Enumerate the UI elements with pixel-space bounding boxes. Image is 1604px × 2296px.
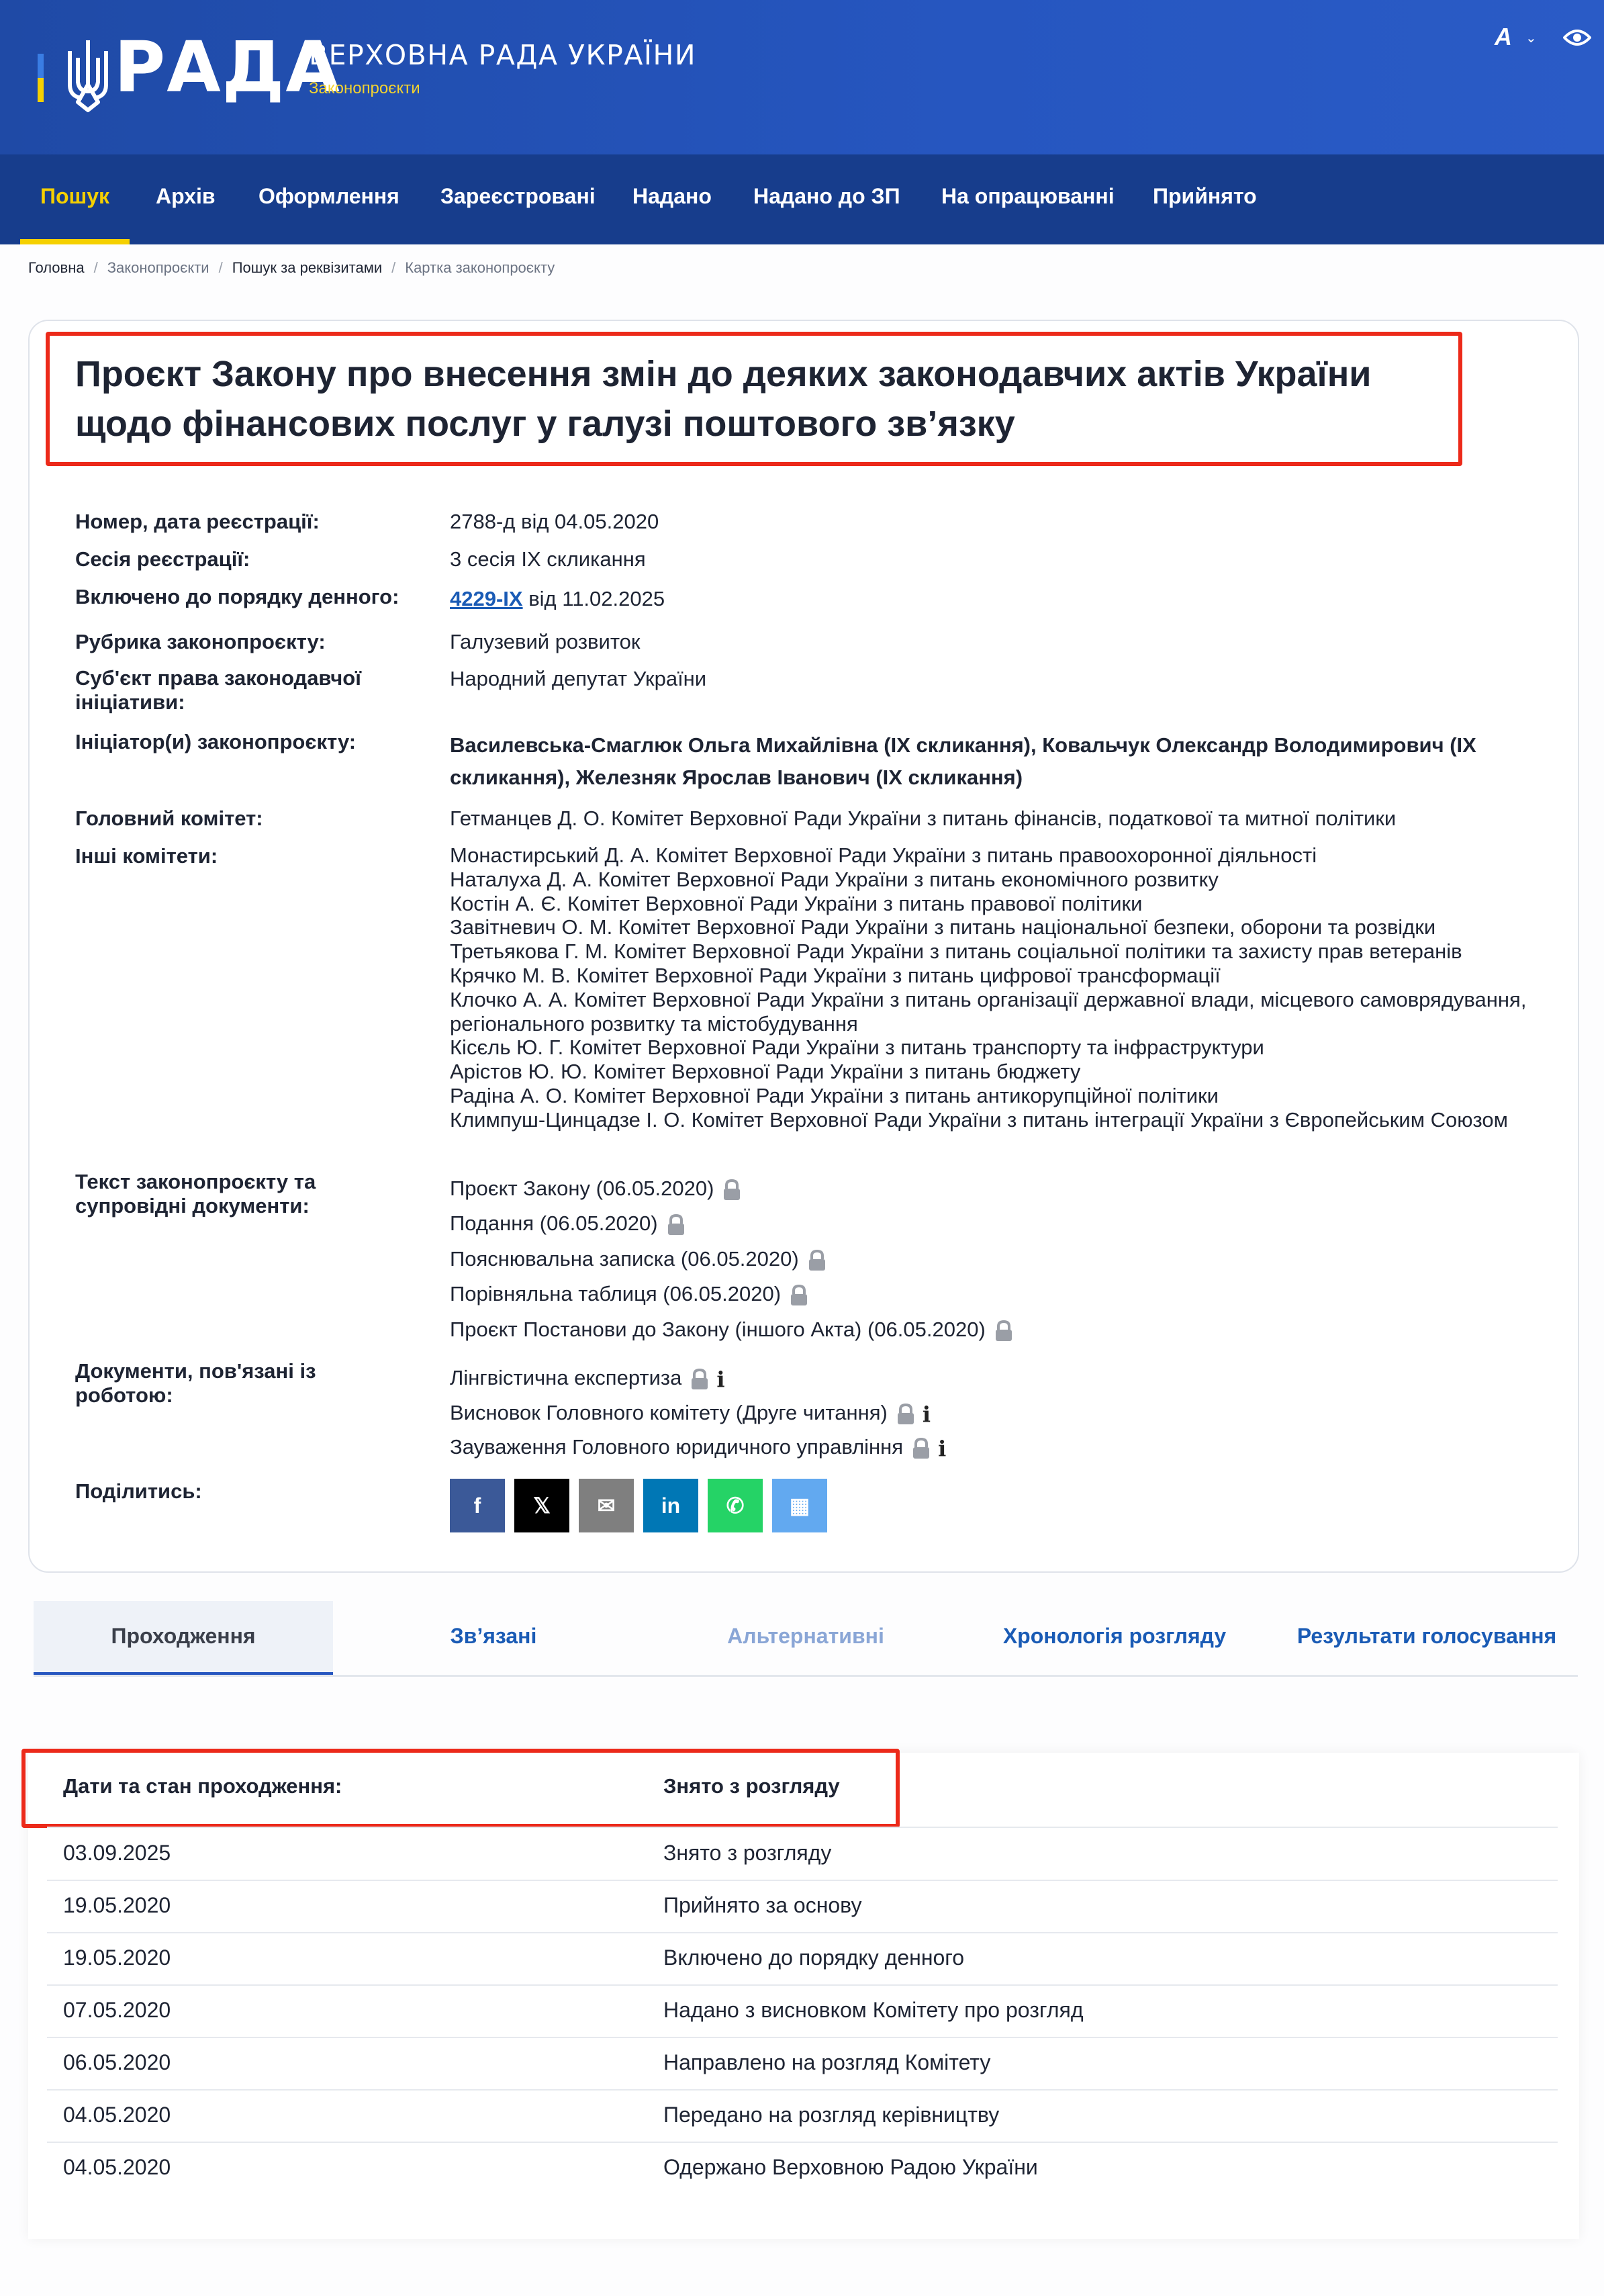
reg-value: 2788-д від 04.05.2020 [450, 510, 659, 533]
nav-item-drafting[interactable]: Оформлення [258, 184, 399, 208]
history-divider [47, 1932, 1558, 1933]
info-icon[interactable]: i [938, 1435, 947, 1461]
initiators-value: Василевська-Смаглюк Ольга Михайлівна (IX скликання), Ковальчук Олександр Володимирович (IX скликання), Железняк Ярослав Іванович (IX скликання) [450, 733, 1476, 789]
whatsapp-icon[interactable]: ✆ [708, 1479, 763, 1532]
history-date: 19.05.2020 [63, 1945, 171, 1970]
breadcrumb-current: Картка законопроєкту [405, 259, 555, 276]
nav-item-provided[interactable]: Надано [632, 184, 712, 208]
committee-item: Клочко А. А. Комітет Верховної Ради України з питань організації державної влади, місцевого самоврядування, регіонального розвитку та містобудування [450, 987, 1527, 1036]
ukraine-flag-stripe [38, 54, 44, 102]
lock-icon [896, 1403, 916, 1426]
main-nav [0, 154, 1604, 244]
nav-item-adopted[interactable]: Прийнято [1153, 184, 1257, 208]
history-status: Прийнято за основу [663, 1893, 862, 1917]
trident-emblem-icon [64, 38, 111, 113]
related-doc-item[interactable]: Зауваження Головного юридичного управління i [450, 1435, 947, 1461]
history-status: Передано на розгляд керівництву [663, 2103, 1000, 2127]
share-label: Поділитись: [75, 1479, 202, 1503]
history-status: Знято з розгляду [663, 1841, 832, 1865]
doc-item[interactable]: Подання (06.05.2020) [450, 1210, 686, 1237]
main-committee-label: Головний комітет: [75, 807, 263, 830]
lock-icon [789, 1284, 809, 1307]
agenda-value: 4229-IX від 11.02.2025 [450, 587, 665, 610]
lock-icon [911, 1437, 931, 1460]
doc-item[interactable]: Проєкт Постанови до Закону (іншого Акта) (06.05.2020) [450, 1316, 1014, 1343]
font-size-button[interactable]: A [1495, 23, 1512, 50]
history-header-status: Знято з розгляду [663, 1774, 840, 1798]
related-doc-item[interactable]: Лінгвістична експертиза i [450, 1366, 725, 1392]
tab-related[interactable]: Зв’язані [450, 1624, 537, 1648]
history-date: 06.05.2020 [63, 2050, 171, 2074]
breadcrumb-search[interactable]: Пошук за реквізитами [232, 259, 383, 276]
history-status: Включено до порядку денного [663, 1945, 965, 1970]
nav-item-registered[interactable]: Зареєстровані [440, 184, 596, 208]
x-icon[interactable]: 𝕏 [514, 1479, 569, 1532]
history-status: Направлено на розгляд Комітету [663, 2050, 991, 2074]
site-subtitle[interactable]: Законопроєкти [309, 79, 420, 97]
facebook-icon[interactable]: f [450, 1479, 505, 1532]
related-doc-item[interactable]: Висновок Головного комітету (Друге читання) i [450, 1401, 931, 1427]
committee-item: Наталуха Д. А. Комітет Верховної Ради України з питань економічного розвитку [450, 867, 1219, 891]
committee-item: Третьякова Г. М. Комітет Верховної Ради України з питань соціальної політики та захисту прав ветеранів [450, 939, 1462, 964]
subject-value: Народний депутат України [450, 667, 707, 690]
history-date: 04.05.2020 [63, 2155, 171, 2179]
committee-item: Монастирський Д. А. Комітет Верховної Ради України з питань правоохоронної діяльності [450, 843, 1317, 867]
email-icon[interactable]: ✉ [579, 1479, 634, 1532]
other-committees-label: Інші комітети: [75, 844, 218, 868]
lock-icon [807, 1249, 827, 1272]
other-committees-list [450, 843, 1538, 1132]
tab-voting-results[interactable]: Результати голосування [1296, 1624, 1557, 1648]
tabs-divider [34, 1675, 1578, 1677]
chevron-down-icon[interactable]: ⌄ [1525, 31, 1537, 46]
history-date: 04.05.2020 [63, 2103, 171, 2127]
history-date: 07.05.2020 [63, 1998, 171, 2022]
eye-icon[interactable] [1563, 28, 1591, 47]
linkedin-icon[interactable]: in [643, 1479, 698, 1532]
history-divider [47, 2037, 1558, 2038]
history-status: Одержано Верховною Радою України [663, 2155, 1038, 2179]
site-header [0, 0, 1604, 154]
initiators-label: Ініціатор(и) законопроєкту: [75, 730, 357, 753]
site-title[interactable]: ВЕРХОВНА РАДА УКРАЇНИ [309, 39, 696, 71]
history-divider [47, 1827, 1558, 1828]
breadcrumb: Головна / Законопроєкти / Пошук за реквізитами / Картка законопроєкту [28, 259, 555, 276]
qr-code-icon[interactable]: ▦ [772, 1479, 827, 1532]
committee-item: Костін А. Є. Комітет Верховної Ради України з питань правової політики [450, 891, 1143, 915]
bill-title: Проєкт Закону про внесення змін до деяких законодавчих актів України щодо фінансових послуг у галузі поштового зв’язку [75, 354, 1372, 444]
history-divider [47, 2142, 1558, 2143]
history-date: 03.09.2025 [63, 1841, 171, 1865]
history-divider [47, 1984, 1558, 1986]
docs-label: Текст законопроєкту та супровідні документи: [75, 1170, 316, 1218]
nav-item-archive[interactable]: Архів [156, 184, 216, 208]
main-committee-value: Гетманцев Д. О. Комітет Верховної Ради України з питань фінансів, податкової та митної політики [450, 807, 1397, 830]
related-docs-label: Документи, пов'язані із роботою: [75, 1359, 316, 1407]
rubric-value: Галузевий розвиток [450, 630, 641, 653]
committee-item: Кісєль Ю. Г. Комітет Верховної Ради України з питань транспорту та інфраструктури [450, 1036, 1264, 1060]
doc-item[interactable]: Проєкт Закону (06.05.2020) [450, 1175, 742, 1202]
nav-item-search[interactable]: Пошук [20, 154, 130, 244]
session-label: Сесія реєстрації: [75, 547, 250, 571]
doc-item[interactable]: Пояснювальна записка (06.05.2020) [450, 1246, 827, 1273]
committee-item: Завітневич О. М. Комітет Верховної Ради України з питань національної безпеки, оборони та розвідки [450, 915, 1436, 939]
doc-item[interactable]: Порівняльна таблиця (06.05.2020) [450, 1281, 809, 1307]
logo-text[interactable]: РАДА [114, 26, 341, 108]
lock-icon [690, 1368, 710, 1391]
committee-item: Климпуш-Цинцадзе І. О. Комітет Верховної Ради України з питань інтеграції України з Європейським Союзом [450, 1107, 1508, 1132]
lock-icon [994, 1320, 1014, 1342]
subject-label: Суб'єкт права законодавчої ініціативи: [75, 666, 361, 714]
agenda-link[interactable]: 4229-IX [450, 587, 523, 610]
nav-item-in-progress[interactable]: На опрацюванні [941, 184, 1115, 208]
rubric-label: Рубрика законопроєкту: [75, 630, 326, 653]
history-divider [47, 2089, 1558, 2091]
tab-passage[interactable]: Проходження [34, 1601, 333, 1676]
reg-label: Номер, дата реєстрації: [75, 510, 320, 533]
nav-item-provided-zp[interactable]: Надано до ЗП [753, 184, 900, 208]
breadcrumb-home[interactable]: Головна [28, 259, 85, 276]
history-header-label: Дати та стан проходження: [63, 1774, 342, 1798]
session-value: 3 сесія IX скликання [450, 547, 646, 571]
info-icon[interactable]: i [922, 1401, 931, 1427]
info-icon[interactable]: i [716, 1366, 725, 1392]
tab-alternative[interactable]: Альтернативні [727, 1624, 884, 1648]
history-date: 19.05.2020 [63, 1893, 171, 1917]
history-divider [47, 1880, 1558, 1881]
breadcrumb-bills[interactable]: Законопроєкти [107, 259, 209, 276]
committee-item: Арістов Ю. Ю. Комітет Верховної Ради України з питань бюджету [450, 1060, 1081, 1084]
committee-item: Крячко М. В. Комітет Верховної Ради України з питань цифрової трансформації [450, 963, 1221, 987]
lock-icon [722, 1179, 742, 1201]
history-status: Надано з висновком Комітету про розгляд [663, 1998, 1084, 2022]
lock-icon [666, 1213, 686, 1236]
committee-item: Радіна А. О. Комітет Верховної Ради України з питань антикорупційної політики [450, 1083, 1219, 1107]
tab-chronology[interactable]: Хронологія розгляду [1002, 1624, 1227, 1648]
agenda-label: Включено до порядку денного: [75, 585, 399, 608]
